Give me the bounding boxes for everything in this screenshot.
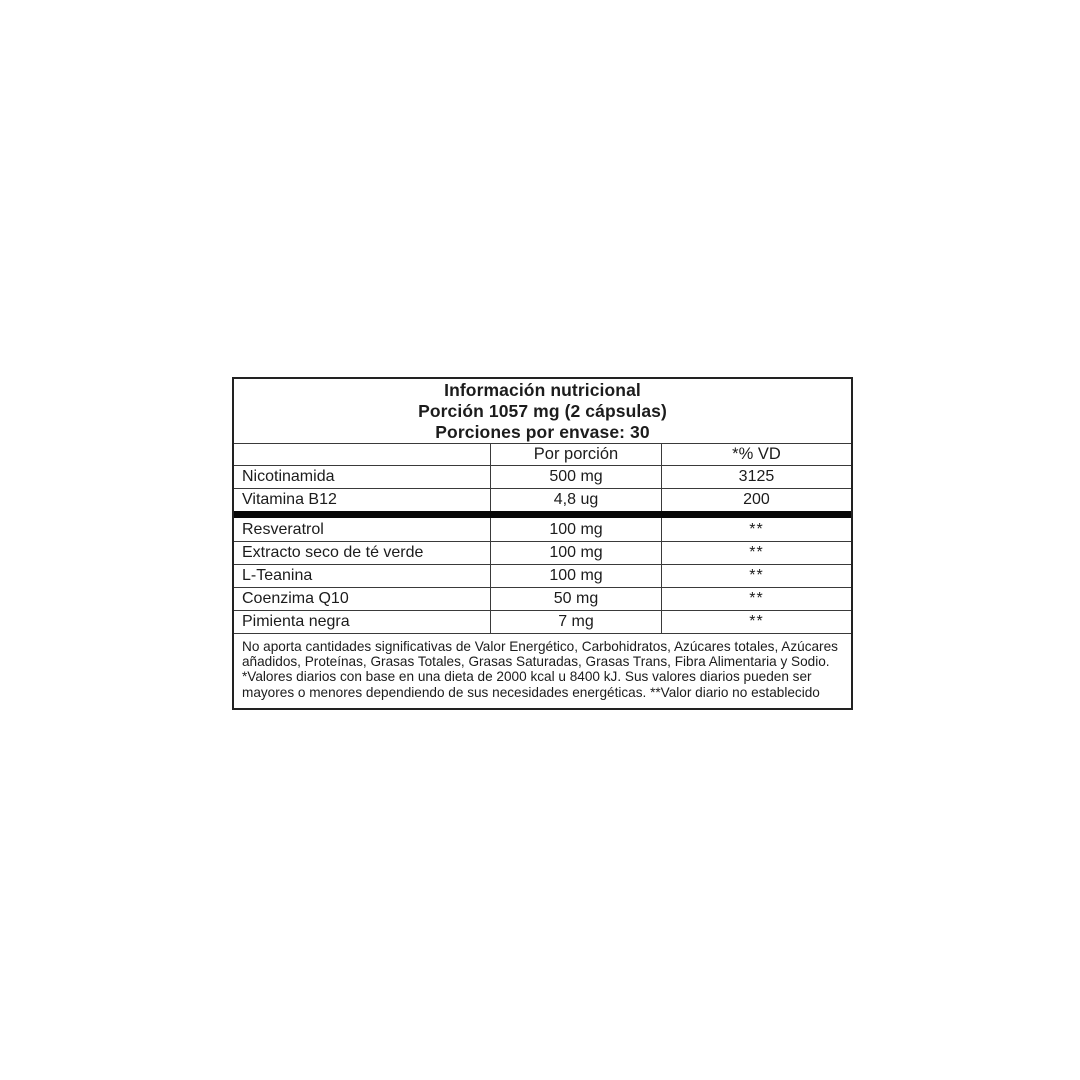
nutrient-dv: ** [661,611,851,633]
column-header-daily-value: *% VD [661,444,851,465]
nutrient-amount: 50 mg [490,588,661,610]
label-title: Información nutricional [444,379,641,400]
label-header [234,379,851,443]
nutrient-name: Vitamina B12 [242,491,337,508]
nutrient-name: Resveratrol [242,520,324,538]
nutrient-amount: 100 mg [490,542,661,564]
nutrient-dv: 3125 [661,466,851,488]
nutrient-row-resveratrol [234,518,851,541]
nutrient-name: Pimienta negra [242,613,350,630]
nutrient-amount: 500 mg [490,466,661,488]
column-header-per-serving: Por porción [490,444,661,465]
nutrient-amount: 4,8 ug [490,489,661,511]
nutrient-name: L-Teanina [242,567,313,584]
nutrient-row-l-teanina [234,564,851,587]
nutrient-dv: ** [661,542,851,564]
nutrient-name: Extracto seco de té verde [242,544,424,561]
nutrient-row-vitamina-b12 [234,488,851,511]
section-divider-bar [234,511,851,518]
nutrient-amount: 100 mg [490,565,661,587]
column-header-empty [234,444,490,465]
servings-per-container-line: Porciones por envase: 30 [435,421,650,442]
nutrient-row-nicotinamida [234,465,851,488]
nutrient-dv: ** [661,588,851,610]
nutrient-amount: 100 mg [490,518,661,541]
nutrition-facts-table [232,377,853,710]
nutrient-amount: 7 mg [490,611,661,633]
nutrient-dv: 200 [661,489,851,511]
nutrient-name: Nicotinamida [242,468,335,485]
nutrient-row-pimienta-negra [234,610,851,633]
serving-size-line: Porción 1057 mg (2 cápsulas) [418,400,667,421]
nutrient-row-coenzima-q10 [234,587,851,610]
nutrient-name: Coenzima Q10 [242,590,349,607]
nutrient-row-extracto-te-verde [234,541,851,564]
column-header-row [234,443,851,465]
label-footnote: No aporta cantidades significativas de Valor Energético, Carbohidratos, Azúcares totales, Azúcares añadidos, Proteínas, Grasas Totales, Grasas Saturadas, Grasas Trans, Fibra Alimentaria y Sodio. *Valores diarios con base en una dieta de 2000 kcal u 8400 kJ. Sus valores diarios pueden ser mayores o menores dependiendo de sus necesidades energéticas. **Valor diario no establecido [234,633,851,708]
nutrient-dv: ** [661,565,851,587]
nutrient-dv: ** [661,518,851,541]
